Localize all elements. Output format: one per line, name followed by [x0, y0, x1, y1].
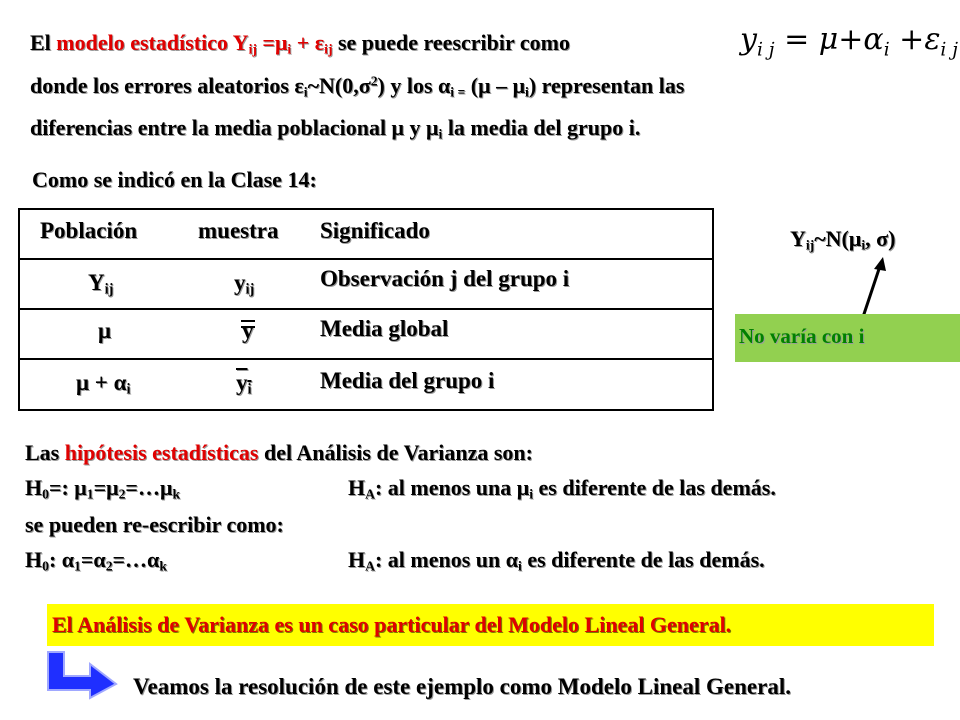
- header-significado: Significado: [320, 218, 430, 243]
- ha-line: $H_A$: al menos una $\mu_i$ es diferente de las demás.: [348, 475, 776, 502]
- intro-line-3: diferencias entre la media poblacional μ y $\mu_i$ la media del grupo i.: [30, 115, 641, 142]
- no-varia-label: No varía con i: [739, 324, 865, 348]
- header-poblacion: Población: [40, 218, 138, 243]
- table-row-pop: $\mu + \alpha_i$: [76, 370, 131, 398]
- rewrite-line: se pueden re-escribir como:: [25, 512, 284, 537]
- notation-table: [18, 208, 714, 411]
- table-row-sample: $y_{ij}$: [234, 270, 255, 298]
- distribution-label: $Y_{ij}\sim N(\mu_i$, σ): [790, 226, 896, 253]
- closing-text: Veamos la resolución de este ejemplo como Modelo Lineal General.: [133, 674, 791, 699]
- table-divider: [20, 258, 712, 260]
- table-row-meaning: Observación j del grupo i: [320, 266, 570, 291]
- bent-arrow-icon: [42, 650, 122, 700]
- h0-rewritten-line: $H_0$: $\alpha_1=\alpha_2=\dots\alpha_k$: [25, 547, 167, 574]
- highlight-text: El Análisis de Varianza es un caso particular del Modelo Lineal General.: [52, 612, 732, 637]
- intro-line-2: donde los errores aleatorios $\varepsilon_i\sim N(0,\sigma^2)$ y los $\alpha_{i =}$ $(\mu - \mu_i)$ representan las: [30, 73, 685, 100]
- table-divider: [20, 308, 712, 310]
- table-row-sample: $y_i$: [236, 370, 252, 398]
- table-row-pop: μ: [98, 318, 112, 343]
- table-row-meaning: Media global: [320, 316, 449, 341]
- table-row-meaning: Media del grupo i: [320, 368, 495, 393]
- table-row-sample: y: [242, 318, 254, 343]
- intro-line-1: El modelo estadístico $Y_{ij} =\mu_i + \varepsilon_{ij}$ se puede reescribir como: [30, 30, 570, 57]
- model-equation: $y_{i j} = \mu+\alpha_i +\varepsilon_{i j}$: [740, 22, 959, 61]
- header-muestra: muestra: [198, 218, 279, 243]
- table-divider: [20, 358, 712, 360]
- hypotheses-intro: Las hipótesis estadísticas del Análisis de Varianza son:: [25, 440, 533, 465]
- clase-note: Como se indicó en la Clase 14:: [32, 167, 317, 192]
- table-row-pop: $Y_{ij}$: [88, 270, 114, 298]
- ha-rewritten-line: $H_A$: al menos un $\alpha_i$ es diferente de las demás.: [348, 547, 765, 574]
- h0-line: $H_0=$: $\mu_1=\mu_2=\dots\mu_k$: [25, 475, 181, 502]
